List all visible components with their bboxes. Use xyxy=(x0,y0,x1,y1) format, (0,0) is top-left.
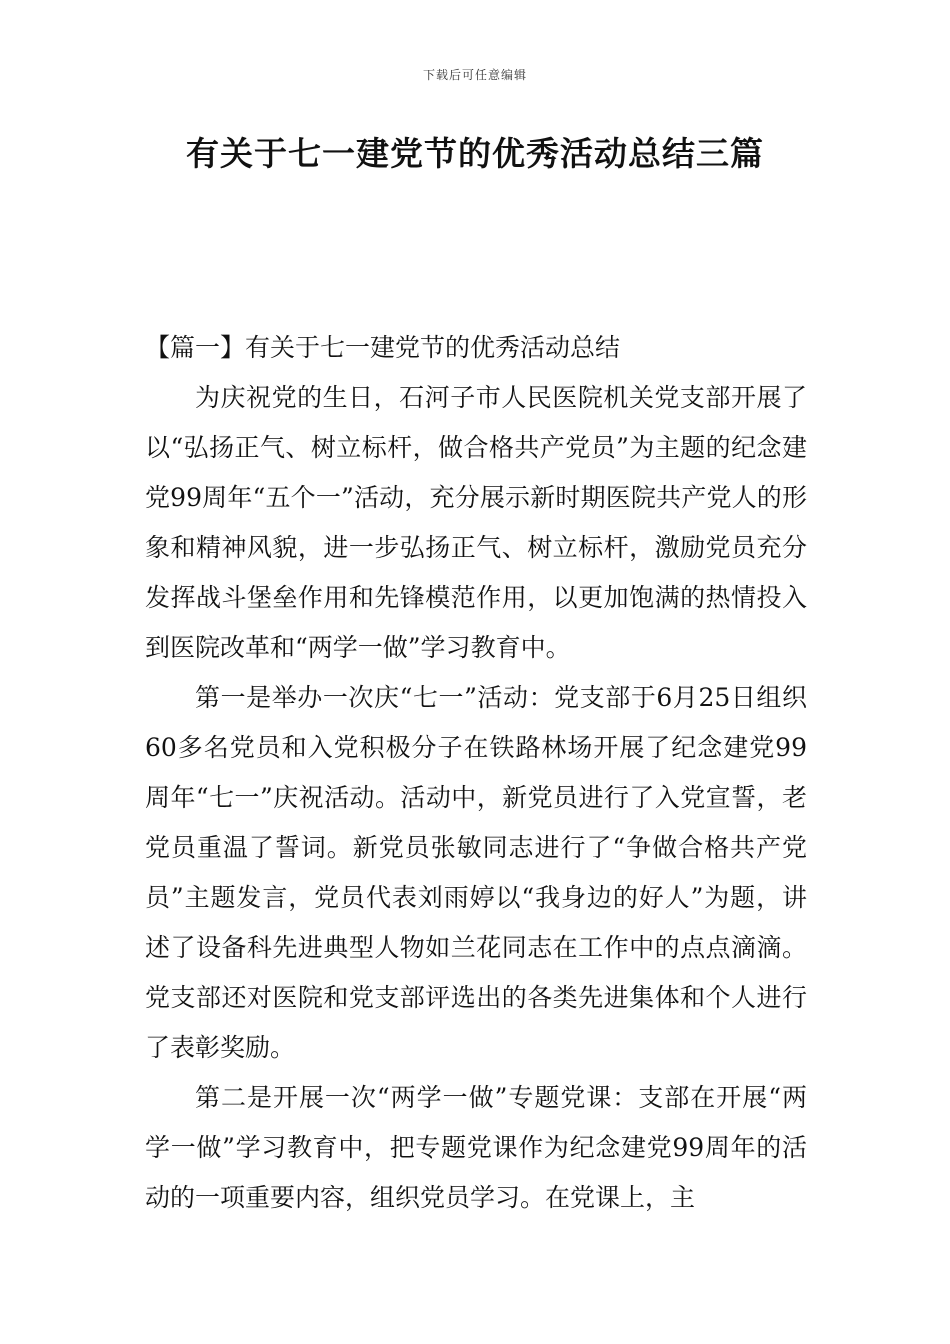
section-heading: 【篇一】有关于七一建党节的优秀活动总结 xyxy=(145,333,621,362)
document-body xyxy=(145,323,807,1223)
document-title: 有关于七一建党节的优秀活动总结三篇 xyxy=(186,134,764,173)
paragraph-intro: 为庆祝党的生日，石河子市人民医院机关党支部开展了以“弘扬正气、树立标杆，做合格共产党员”为主题的纪念建党99周年“五个一”活动，充分展示新时期医院共产党人的形象和精神风貌，进一步弘扬正气、树立标杆，激励党员充分发挥战斗堡垒作用和先锋模范作用，以更加饱满的热情投入到医院改革和“两学一做”学习教育中。 xyxy=(145,383,807,662)
paragraph-first-activity: 第一是举办一次庆“七一”活动：党支部于6月25日组织60多名党员和入党积极分子在铁路林场开展了纪念建党99周年“七一”庆祝活动。活动中，新党员进行了入党宣誓，老党员重温了誓词。新党员张敏同志进行了“争做合格共产党员”主题发言，党员代表刘雨婷以“我身边的好人”为题，讲述了设备科先进典型人物如兰花同志在工作中的点点滴滴。党支部还对医院和党支部评选出的各类先进集体和个人进行了表彰奖励。 xyxy=(145,683,807,1062)
header-note: 下载后可任意编辑 xyxy=(422,68,527,82)
paragraph-second-activity: 第二是开展一次“两学一做”专题党课：支部在开展“两学一做”学习教育中，把专题党课作为纪念建党99周年的活动的一项重要内容，组织党员学习。在党课上，主 xyxy=(145,1083,807,1212)
